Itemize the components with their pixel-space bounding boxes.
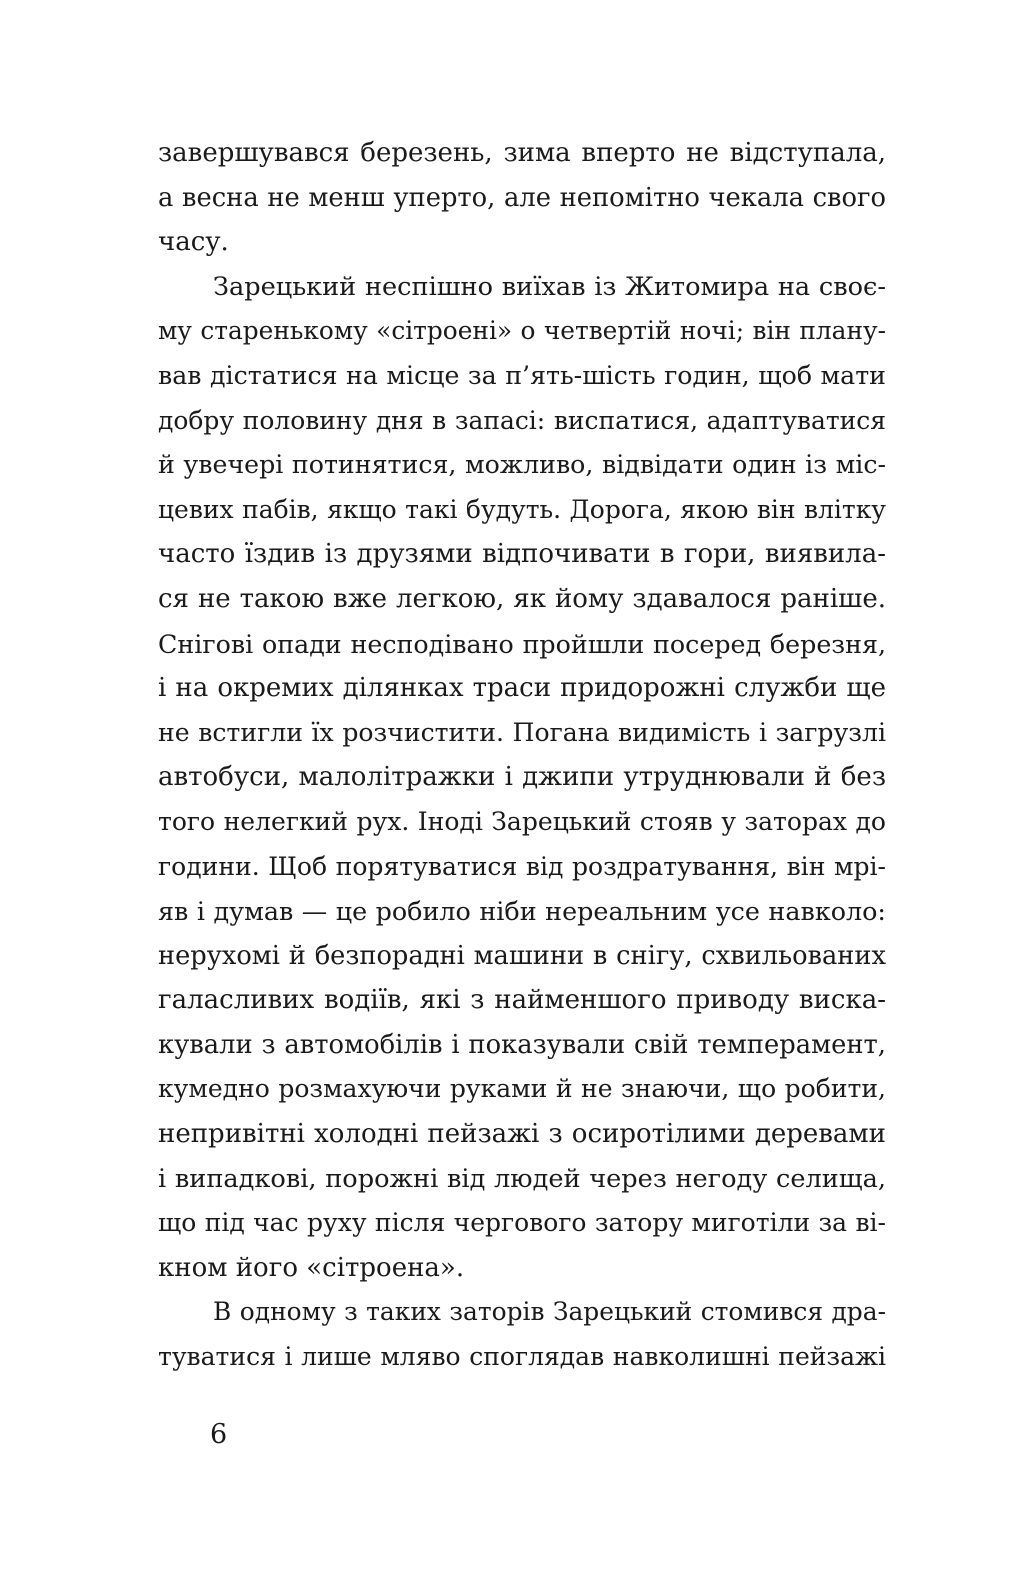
text-line: того нелегкий рух. Іноді Зарецький стояв у заторах до <box>158 806 886 836</box>
text-line: й увечері потинятися, можливо, відвідати один із міс- <box>158 450 886 480</box>
text-line: му старенькому «сітроені» о четвертій ночі; він плану- <box>158 316 886 346</box>
page-number: 6 <box>210 1419 228 1450</box>
text-line: часу. <box>158 227 229 258</box>
text-line: часто їздив із друзями відпочивати в гори, виявила- <box>158 539 886 570</box>
text-line: галасливих водіїв, які з найменшого приводу виска- <box>158 985 886 1016</box>
text-line: добру половину дня в запасі: виспатися, адаптуватися <box>158 405 886 435</box>
text-line: Снігові опади несподівано пройшли посеред березня, <box>158 628 886 659</box>
text-line: нерухомі й безпорадні машини в снігу, схвильованих <box>158 940 886 971</box>
page-text <box>158 131 886 1380</box>
text-line: цевих пабів, якщо такі будуть. Дорога, якою він влітку <box>158 494 886 524</box>
text-line: і на окремих ділянках траси придорожні служби ще <box>158 673 886 704</box>
text-line: яв і думав — це робило ніби нереальним усе навколо: <box>158 896 886 927</box>
text-line: кували з автомобілів і показували свій темперамент, <box>158 1029 886 1060</box>
text-line: і випадкові, порожні від людей через негоду селища, <box>158 1163 886 1194</box>
text-line: непривітні холодні пейзажі з осиротілими деревами <box>158 1119 886 1150</box>
text-line: кумедно розмахуючи руками й не знаючи, що робити, <box>158 1074 886 1104</box>
text-line: завершувався березень, зима вперто не відступала, <box>158 138 886 168</box>
text-line: ся не такою вже легкою, як йому здавалося раніше. <box>158 583 886 614</box>
text-line: кном його «сітроена». <box>158 1252 465 1283</box>
text-line: що під час руху після чергового затору миготіли за ві- <box>158 1208 886 1238</box>
text-line: Зарецький неспішно виїхав із Житомира на своє- <box>213 271 886 302</box>
text-line: автобуси, малолітражки і джипи утруднювали й без <box>158 762 886 793</box>
text-line: а весна не менш уперто, але непомітно чекала свого <box>158 182 886 213</box>
text-line: не встигли їх розчистити. Погана видимість і загрузлі <box>158 717 886 747</box>
text-line: вав дістатися на місце за п’ять-шість годин, щоб мати <box>158 360 886 390</box>
text-line: години. Щоб порятуватися від роздратування, він мрі- <box>158 851 886 881</box>
text-line: В одному з таких заторів Зарецький стомився дра- <box>213 1297 886 1327</box>
text-line: туватися і лише мляво споглядав навколишні пейзажі <box>158 1342 886 1372</box>
